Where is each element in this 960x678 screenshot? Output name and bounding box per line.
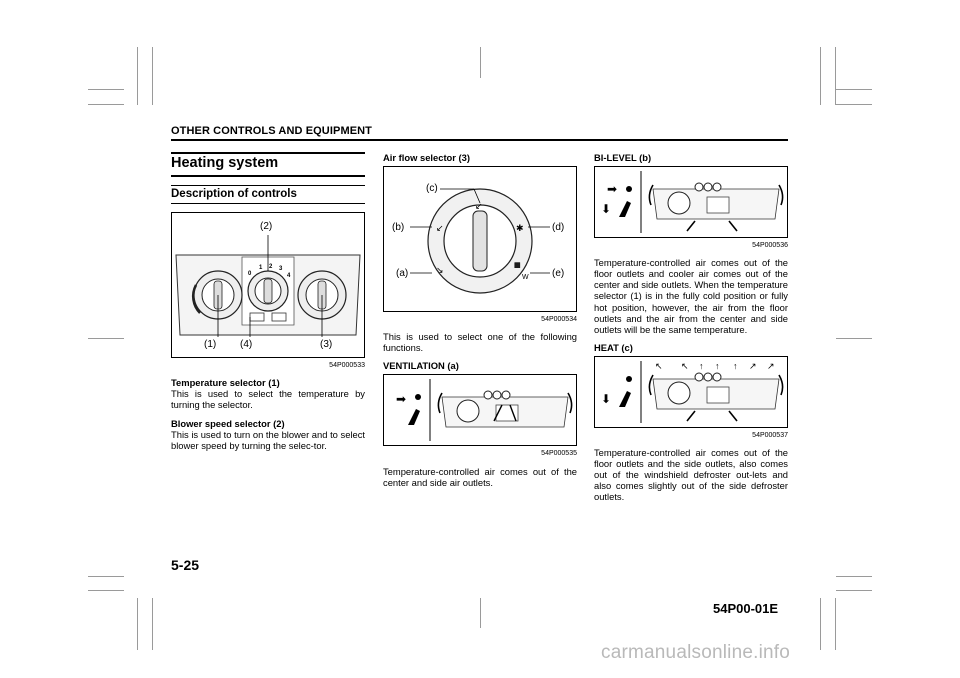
- section-header: OTHER CONTROLS AND EQUIPMENT: [171, 125, 373, 137]
- svg-text:3: 3: [279, 266, 283, 273]
- crop-mark: [836, 590, 872, 591]
- mode-title: VENTILATION (a): [383, 360, 459, 372]
- crop-mark: [88, 104, 124, 105]
- figure-label-1: (1): [204, 339, 217, 351]
- body-text: Temperature-controlled air comes out of the floor outlets and the side outlets, also comes out of the windshield defroster out-lets and also comes slightly out of the side defroster outlets.: [594, 447, 788, 503]
- section-title: Heating system: [171, 152, 365, 177]
- svg-text:⬇: ⬇: [601, 391, 612, 406]
- crop-mark: [835, 47, 836, 105]
- crop-mark: [137, 598, 138, 650]
- airflow-figure: [383, 166, 577, 312]
- dashboard-airflow-illustration: [595, 167, 787, 237]
- figure-code: 54P000533: [329, 362, 365, 370]
- figure-label-2: (2): [260, 221, 273, 233]
- svg-text:↘: ↘: [436, 265, 444, 276]
- crop-mark: [152, 47, 153, 105]
- airflow-selector-illustration: [384, 167, 576, 311]
- crop-mark: [88, 338, 124, 339]
- mode-title: HEAT (c): [594, 341, 633, 353]
- column-1: [171, 152, 365, 458]
- svg-text:0: 0: [248, 271, 252, 278]
- dashboard-airflow-illustration: [595, 357, 787, 427]
- column-3: [594, 152, 788, 510]
- svg-text:➡: ➡: [396, 392, 407, 407]
- figure-title: Air flow selector (3): [383, 152, 470, 163]
- heat-figure: [594, 356, 788, 428]
- svg-text:↖: ↖: [681, 360, 689, 371]
- crop-mark: [836, 576, 872, 577]
- svg-text:2: 2: [269, 264, 273, 271]
- svg-text:↙: ↙: [436, 223, 444, 234]
- figure-code: 54P000535: [541, 450, 577, 458]
- svg-text:▦: ▦: [514, 262, 521, 270]
- crop-mark: [88, 576, 124, 577]
- figure-code: 54P000534: [541, 316, 577, 324]
- body-text: This is used to select one of the following functions.: [383, 331, 577, 354]
- bilevel-figure: [594, 166, 788, 238]
- svg-text:4: 4: [287, 273, 291, 280]
- item-text: This is used to select the temperature by turning the selector.: [171, 388, 365, 411]
- crop-mark: [835, 598, 836, 650]
- crop-mark: [820, 47, 821, 105]
- svg-text:1: 1: [259, 265, 263, 272]
- item-heading: Temperature selector (1): [171, 377, 280, 389]
- column-2: [383, 152, 577, 495]
- svg-text:✱: ✱: [516, 223, 524, 234]
- dashboard-airflow-illustration: [384, 375, 576, 445]
- svg-text:↗: ↗: [749, 360, 757, 371]
- crop-mark: [836, 89, 872, 90]
- mode-title: BI-LEVEL (b): [594, 152, 652, 163]
- item-text: This is used to turn on the blower and to select blower speed by turning the selec-tor.: [171, 428, 365, 451]
- svg-text:↖: ↖: [655, 360, 663, 371]
- item-heading: Blower speed selector (2): [171, 417, 285, 429]
- ventilation-figure: [383, 374, 577, 446]
- figure-label-e: (e): [552, 268, 565, 280]
- page-number: 5-25: [171, 557, 200, 573]
- svg-text:↑: ↑: [699, 360, 704, 371]
- figure-code: 54P000537: [752, 431, 788, 439]
- svg-text:➡: ➡: [607, 182, 618, 197]
- crop-mark: [480, 47, 481, 78]
- heater-panel-illustration: [172, 213, 364, 357]
- header-rule: [171, 139, 788, 141]
- crop-mark: [88, 89, 124, 90]
- figure-label-b: (b): [392, 222, 405, 234]
- svg-text:↙: ↙: [475, 201, 483, 212]
- crop-mark: [836, 338, 872, 339]
- svg-text:⬇: ⬇: [601, 202, 612, 217]
- figure-label-3: (3): [320, 339, 333, 351]
- crop-mark: [137, 47, 138, 105]
- svg-text:↑: ↑: [715, 360, 720, 371]
- svg-text:↗: ↗: [767, 360, 775, 371]
- crop-mark: [88, 590, 124, 591]
- subsection-title: Description of controls: [171, 185, 365, 204]
- svg-text:↑: ↑: [733, 360, 738, 371]
- watermark: carmanualsonline.info: [601, 642, 791, 663]
- body-text: Temperature-controlled air comes out of the center and side air outlets.: [383, 465, 577, 488]
- crop-mark: [480, 598, 481, 628]
- svg-text:W: W: [522, 274, 529, 282]
- figure-label-a: (a): [396, 268, 409, 280]
- controls-figure: [171, 212, 365, 358]
- figure-label-c: (c): [426, 183, 438, 195]
- crop-mark: [820, 598, 821, 650]
- body-text: Temperature-controlled air comes out of the floor outlets and cooler air comes out of the center and side outlets. When the temperature selector (1) is in the fully cold position or fully hot position, however, the air from the floor outlets and the air from the center and side outlets will be the same temperature.: [594, 257, 788, 335]
- figure-label-4: (4): [240, 339, 253, 351]
- crop-mark: [152, 598, 153, 650]
- figure-code: 54P000536: [752, 242, 788, 250]
- crop-mark: [836, 104, 872, 105]
- document-id: 54P00-01E: [713, 601, 779, 616]
- figure-label-d: (d): [552, 222, 565, 234]
